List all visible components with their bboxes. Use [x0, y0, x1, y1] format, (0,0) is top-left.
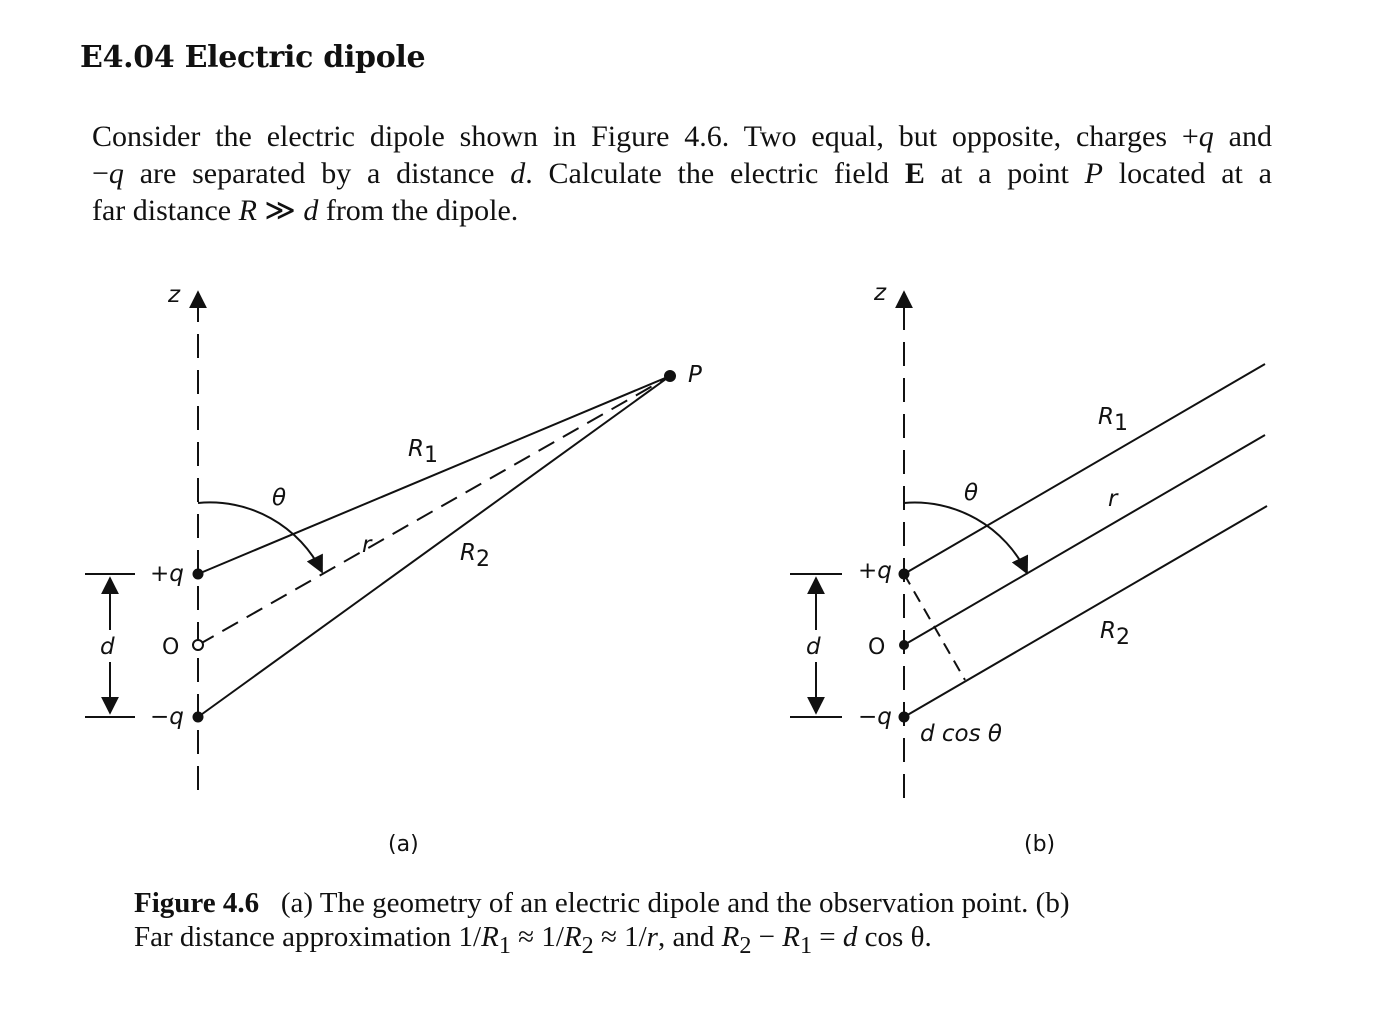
- origin-b: [900, 641, 908, 649]
- theta-arc-a: [198, 502, 322, 572]
- r-line-a: [198, 376, 670, 645]
- page-title: E4.04 Electric dipole: [80, 40, 426, 75]
- d-label-b: d: [806, 634, 821, 660]
- figure-caption: [134, 886, 1204, 963]
- R2-line-b: [904, 506, 1267, 717]
- r-line-b: [904, 435, 1265, 645]
- R1-line-b: [904, 364, 1265, 574]
- minus-q-label-a: −q: [150, 704, 184, 730]
- R1-line-a: [198, 376, 670, 574]
- panel-a-label: (a): [388, 832, 419, 857]
- figure-4-6: [0, 270, 1380, 870]
- R1-label-a: R1: [408, 436, 438, 468]
- theta-label-b: θ: [964, 480, 979, 506]
- perpendicular-b: [904, 574, 965, 680]
- P-label: P: [688, 362, 702, 388]
- minus-q-label-b: −q: [858, 704, 892, 730]
- origin-label-b: O: [868, 635, 886, 660]
- plus-q-label-a: +q: [150, 561, 184, 587]
- minus-q-charge-a: [194, 713, 203, 722]
- R2-line-a: [198, 376, 670, 717]
- panel-b-label: (b): [1024, 832, 1056, 857]
- z-label-b: z: [874, 280, 887, 306]
- origin-a: [193, 640, 203, 650]
- panel-b-labels: [806, 280, 1130, 857]
- plus-q-label-b: +q: [858, 558, 892, 584]
- R2-label-b: R2: [1100, 618, 1130, 650]
- d-label-a: d: [100, 634, 115, 660]
- caption-line-1: Figure 4.6 (a) The geometry of an electric dipole and the observation point. (b): [134, 887, 1070, 919]
- z-label-a: z: [168, 282, 181, 308]
- minus-q-charge-b: [900, 713, 909, 722]
- plus-q-charge-a: [194, 570, 203, 579]
- problem-line-2: −q are separated by a distance d. Calculate the electric field E at a point P located at a: [92, 157, 1272, 190]
- plus-q-charge-b: [900, 570, 909, 579]
- theta-label-a: θ: [272, 485, 287, 511]
- R1-label-b: R1: [1098, 404, 1128, 436]
- origin-label-a: O: [162, 635, 180, 660]
- problem-line-1: Consider the electric dipole shown in Figure 4.6. Two equal, but opposite, charges +q and: [92, 120, 1272, 153]
- caption-line-2: Far distance approximation $1/R_1 \approx 1/R_2 \approx 1/r$, and $R_2 - R_1 = d$ cos θ.: [134, 921, 932, 959]
- r-label-a: r: [362, 532, 372, 558]
- problem-statement: [92, 118, 1272, 229]
- point-P: [665, 371, 675, 381]
- r-label-b: r: [1108, 486, 1118, 512]
- dcos-label-b: d cos θ: [920, 721, 1002, 747]
- R2-label-a: R2: [460, 540, 490, 572]
- problem-line-3: far distance R ≫ d from the dipole.: [92, 194, 519, 227]
